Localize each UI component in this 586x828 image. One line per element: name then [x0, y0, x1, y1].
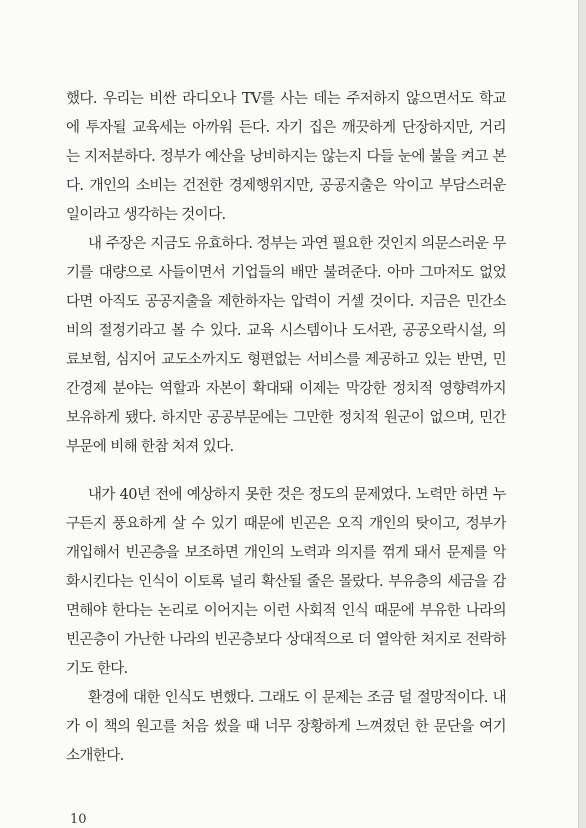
text-line: 일이라고 생각하는 것이다.: [66, 207, 226, 223]
text-line: 간경제 분야는 역할과 자본이 확대돼 이제는 막강한 정치적 영향력까지: [66, 381, 506, 397]
text-line: 보유하게 됐다. 하지만 공공부문에는 그만한 정치적 원군이 없으며, 민간: [66, 410, 506, 426]
page-edge-shadow: [578, 0, 586, 828]
text-line: 개입해서 빈곤층을 보조하면 개인의 노력과 의지를 꺾게 돼서 문제를 악: [66, 545, 506, 561]
text-line: 는 지저분하다. 정부가 예산을 낭비하지는 않는지 다들 눈에 불을 켜고 본: [66, 149, 506, 165]
text-line: 내가 40년 전에 예상하지 못한 것은 정도의 문제였다. 노력만 하면 누: [88, 487, 506, 503]
text-line: 빈곤층이 가난한 나라의 빈곤층보다 상대적으로 더 열악한 처지로 전락하: [66, 632, 506, 648]
text-line: 화시킨다는 인식이 이토록 널리 확산될 줄은 몰랐다. 부유층의 세금을 감: [66, 574, 506, 590]
text-line: 료보험, 심지어 교도소까지도 형편없는 서비스를 제공하고 있는 반면, 민: [66, 352, 506, 368]
text-line: 내 주장은 지금도 유효하다. 정부는 과연 필요한 것인지 의문스러운 무: [88, 236, 506, 252]
text-line: 소개한다.: [66, 748, 124, 764]
text-line: 다. 개인의 소비는 건전한 경제행위지만, 공공지출은 악이고 부담스러운: [66, 178, 506, 194]
page-number: 10: [70, 812, 87, 827]
text-line: 다면 아직도 공공지출을 제한하자는 압력이 거셀 것이다. 지금은 민간소: [66, 294, 506, 310]
text-line: 부문에 비해 한참 처져 있다.: [66, 439, 234, 455]
text-line: 기도 한다.: [66, 661, 128, 677]
text-line: 비의 절정기라고 볼 수 있다. 교육 시스템이나 도서관, 공공오락시설, 의: [66, 323, 506, 339]
text-line: 환경에 대한 인식도 변했다. 그래도 이 문제는 조금 덜 절망적이다. 내: [88, 690, 506, 706]
text-line: 구든지 풍요하게 살 수 있기 때문에 빈곤은 오직 개인의 탓이고, 정부가: [66, 516, 506, 532]
text-line: 에 투자될 교육세는 아까워 든다. 자기 집은 깨끗하게 단장하지만, 거리: [66, 120, 506, 136]
text-line: 가 이 책의 원고를 처음 썼을 때 너무 장황하게 느껴졌던 한 문단을 여기: [66, 719, 506, 735]
text-line: 했다. 우리는 비싼 라디오나 TV를 사는 데는 주저하지 않으면서도 학교: [66, 91, 506, 107]
text-line: 기를 대량으로 사들이면서 기업들의 배만 불려준다. 아마 그마저도 없었: [66, 265, 506, 281]
text-line: 면해야 한다는 논리로 이어지는 이런 사회적 인식 때문에 부유한 나라의: [66, 603, 506, 619]
